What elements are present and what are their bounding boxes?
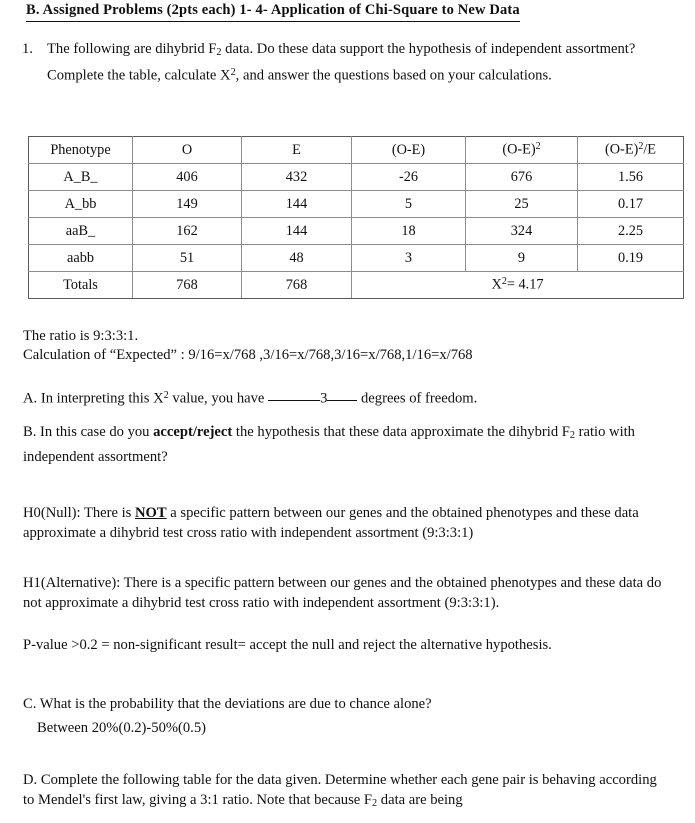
degrees-of-freedom-value: 3 [320,390,328,407]
question-d-post: data are being [377,792,463,809]
chi-symbol: X [491,276,502,293]
question-c: C. What is the probability that the deviations are due to chance alone? [23,696,432,712]
table-header-phenotype: Phenotype [29,137,133,164]
problem-text-part3: , and answer the questions based on your calculations. [235,68,552,85]
diff-sq-base: (O-E) [502,141,536,158]
cell-difference-squared: 25 [466,191,578,218]
cell-difference: -26 [352,164,466,191]
question-b-subscript: 2 [569,430,575,442]
page-title [26,2,626,22]
cell-expected: 144 [242,218,352,245]
cell-difference-squared-over-e: 0.17 [578,191,684,218]
question-a-mid: value, you have [168,390,269,407]
chi-square-superscript: 2 [230,67,236,79]
cell-phenotype: A_B_ [29,164,133,191]
problem-number: 1. [22,41,33,57]
h0-pre: H0(Null): There is [23,505,135,521]
cell-difference-squared: 9 [466,245,578,272]
alternative-hypothesis: H1(Alternative): There is a specific pattern between our genes and the obtained phenotypes and these data do not approximate a dihybrid test cross ratio with independent assortment (9:3:3:1). [23,575,662,612]
problem-1 [22,39,662,86]
cell-totals-label: Totals [29,272,133,299]
cell-totals-observed: 768 [133,272,242,299]
table-row [29,218,684,245]
diff-sq-exponent: 2 [535,141,541,153]
cell-observed: 51 [133,245,242,272]
cell-difference-squared-over-e: 2.25 [578,218,684,245]
cell-difference-squared-over-e: 1.56 [578,164,684,191]
f2-subscript: 2 [216,47,222,59]
question-d [23,770,671,815]
problem-text [47,39,662,86]
chi-exponent: 2 [501,276,507,288]
cell-totals-expected: 768 [242,272,352,299]
table-header-difference: (O-E) [352,137,466,164]
question-b-post: ratio with independent assortment? [23,424,635,465]
cell-phenotype: aaB_ [29,218,133,245]
p-value-statement: P-value >0.2 = non-significant result= accept the null and reject the alternative hypothesis. [23,637,552,653]
table-row [29,191,684,218]
cell-difference: 3 [352,245,466,272]
table-row [29,245,684,272]
question-d-pre: D. Complete the following table for the data given. Determine whether each gene pair is behaving according to Mendel's first law, giving a 3:1 ratio. Note that because F [23,772,657,809]
accept-reject-bold: accept/reject [153,424,233,440]
cell-chi-square-result [352,272,684,299]
diff-sq-e-tail: /E [643,141,657,158]
cell-expected: 144 [242,191,352,218]
cell-difference-squared: 676 [466,164,578,191]
question-b-mid: the hypothesis that these data approximate the dihybrid F [232,424,570,440]
cell-observed: 162 [133,218,242,245]
table-totals-row [29,272,684,299]
null-hypothesis [23,503,671,544]
question-a [23,386,671,409]
cell-expected: 432 [242,164,352,191]
degrees-of-freedom-blank-left [268,400,320,401]
ratio-statement: The ratio is 9:3:3:1. [23,328,139,344]
table-row [29,164,684,191]
table-header-row [29,137,684,164]
cell-phenotype: A_bb [29,191,133,218]
diff-sq-e-exponent: 2 [638,141,644,153]
problem-text-part1: The following are dihybrid F [47,41,217,57]
question-a-post: degrees of freedom. [357,390,478,407]
question-b [23,422,671,467]
table-header-difference-squared-over-e [578,137,684,164]
problem-text-part2: data. Do these data support the hypothesis of independent assortment? Complete the table, calculate X [47,41,636,85]
cell-observed: 406 [133,164,242,191]
not-emphasis: NOT [135,505,167,521]
table-header-difference-squared [466,137,578,164]
question-b-pre: B. In this case do you [23,424,154,440]
page-title-text: B. Assigned Problems (2pts each) 1- 4- Application of Chi-Square to New Data [26,2,520,22]
cell-phenotype: aabb [29,245,133,272]
cell-difference: 5 [352,191,466,218]
question-c-answer: Between 20%(0.2)-50%(0.5) [37,720,206,736]
diff-sq-e-base: (O-E) [604,141,639,158]
cell-difference-squared: 324 [466,218,578,245]
table-header-observed: O [133,137,242,164]
cell-difference-squared-over-e: 0.19 [578,245,684,272]
question-a-pre: A. In interpreting this X [23,390,164,407]
question-d-subscript: 2 [372,798,378,810]
cell-difference: 18 [352,218,466,245]
table-header-expected: E [242,137,352,164]
cell-expected: 48 [242,245,352,272]
chi-square-table [28,136,684,299]
question-a-superscript: 2 [163,390,169,401]
chi-value: = 4.17 [506,276,544,293]
h0-post: a specific pattern between our genes and the obtained phenotypes and these data approximate a dihybrid test cross ratio with independent assortment (9:3:3:1) [23,505,639,542]
degrees-of-freedom-blank-right [327,400,357,401]
expected-calculation: Calculation of “Expected” : 9/16=x/768 ,3/16=x/768,3/16=x/768,1/16=x/768 [23,347,473,363]
cell-observed: 149 [133,191,242,218]
